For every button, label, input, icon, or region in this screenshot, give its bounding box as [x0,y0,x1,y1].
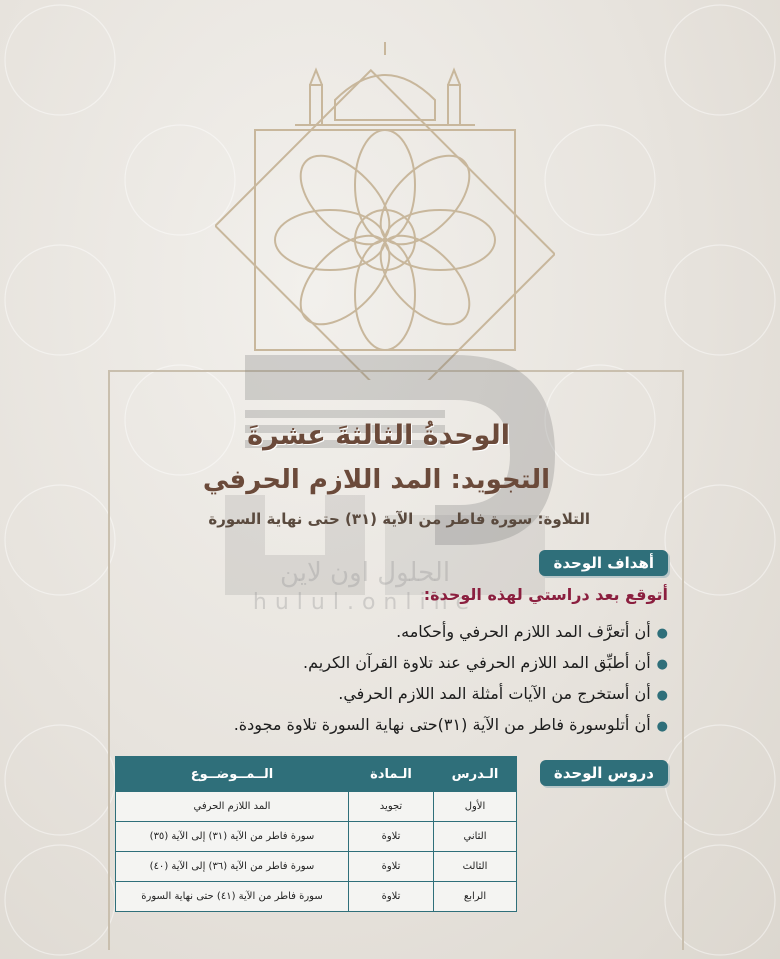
header-topic: الــمــوضــوع [116,757,349,792]
cell-lesson: الثالث [434,852,517,882]
table-row [116,882,517,912]
goals-list [108,616,668,740]
table-row [116,852,517,882]
table-row [116,822,517,852]
bullet-icon: ● [656,626,668,641]
table-row [116,792,517,822]
list-item: ●أن أطبِّق المد اللازم الحرفي عند تلاوة القرآن الكريم. [303,653,668,672]
lessons-label: دروس الوحدة [540,760,668,786]
table-header-row [116,757,517,792]
lessons-table [115,756,517,912]
list-item: ●أن أتعرَّف المد اللازم الحرفي وأحكامه. [396,622,668,641]
cell-subject: تلاوة [349,852,434,882]
bullet-icon: ● [656,657,668,672]
cell-lesson: الثاني [434,822,517,852]
cell-lesson: الأول [434,792,517,822]
watermark-latin: hulul.online [252,590,478,615]
cell-topic: سورة فاطر من الآية (٣٦) إلى الآية (٤٠) [116,852,349,882]
bullet-icon: ● [656,688,668,703]
header-subject: الـمادة [349,757,434,792]
cell-subject: تجويد [349,792,434,822]
tilawa-title: التلاوة: سورة فاطر من الآية (٣١) حتى نهاية السورة [208,510,590,528]
goals-label: أهداف الوحدة [539,550,668,576]
goals-intro: أتوقع بعد دراستي لهذه الوحدة: [423,585,668,604]
bullet-icon: ● [656,719,668,734]
watermark-arabic: الحلول اون لاين [279,558,451,588]
cell-topic: سورة فاطر من الآية (٤١) حتى نهاية السورة [116,882,349,912]
header-lesson: الـدرس [434,757,517,792]
tajweed-title: التجويد: المد اللازم الحرفي [202,465,550,495]
cell-subject: تلاوة [349,822,434,852]
cell-topic: المد اللازم الحرفي [116,792,349,822]
unit-title: الوحدةُ الثالثةَ عشرةَ [247,420,510,451]
mosque-ornament [215,40,555,380]
cell-subject: تلاوة [349,882,434,912]
list-item: ●أن أتلوسورة فاطر من الآية (٣١)حتى نهاية السورة تلاوة مجودة. [233,715,668,734]
cell-lesson: الرابع [434,882,517,912]
cell-topic: سورة فاطر من الآية (٣١) إلى الآية (٣٥) [116,822,349,852]
list-item: ●أن أستخرج من الآيات أمثلة المد اللازم الحرفي. [338,684,668,703]
